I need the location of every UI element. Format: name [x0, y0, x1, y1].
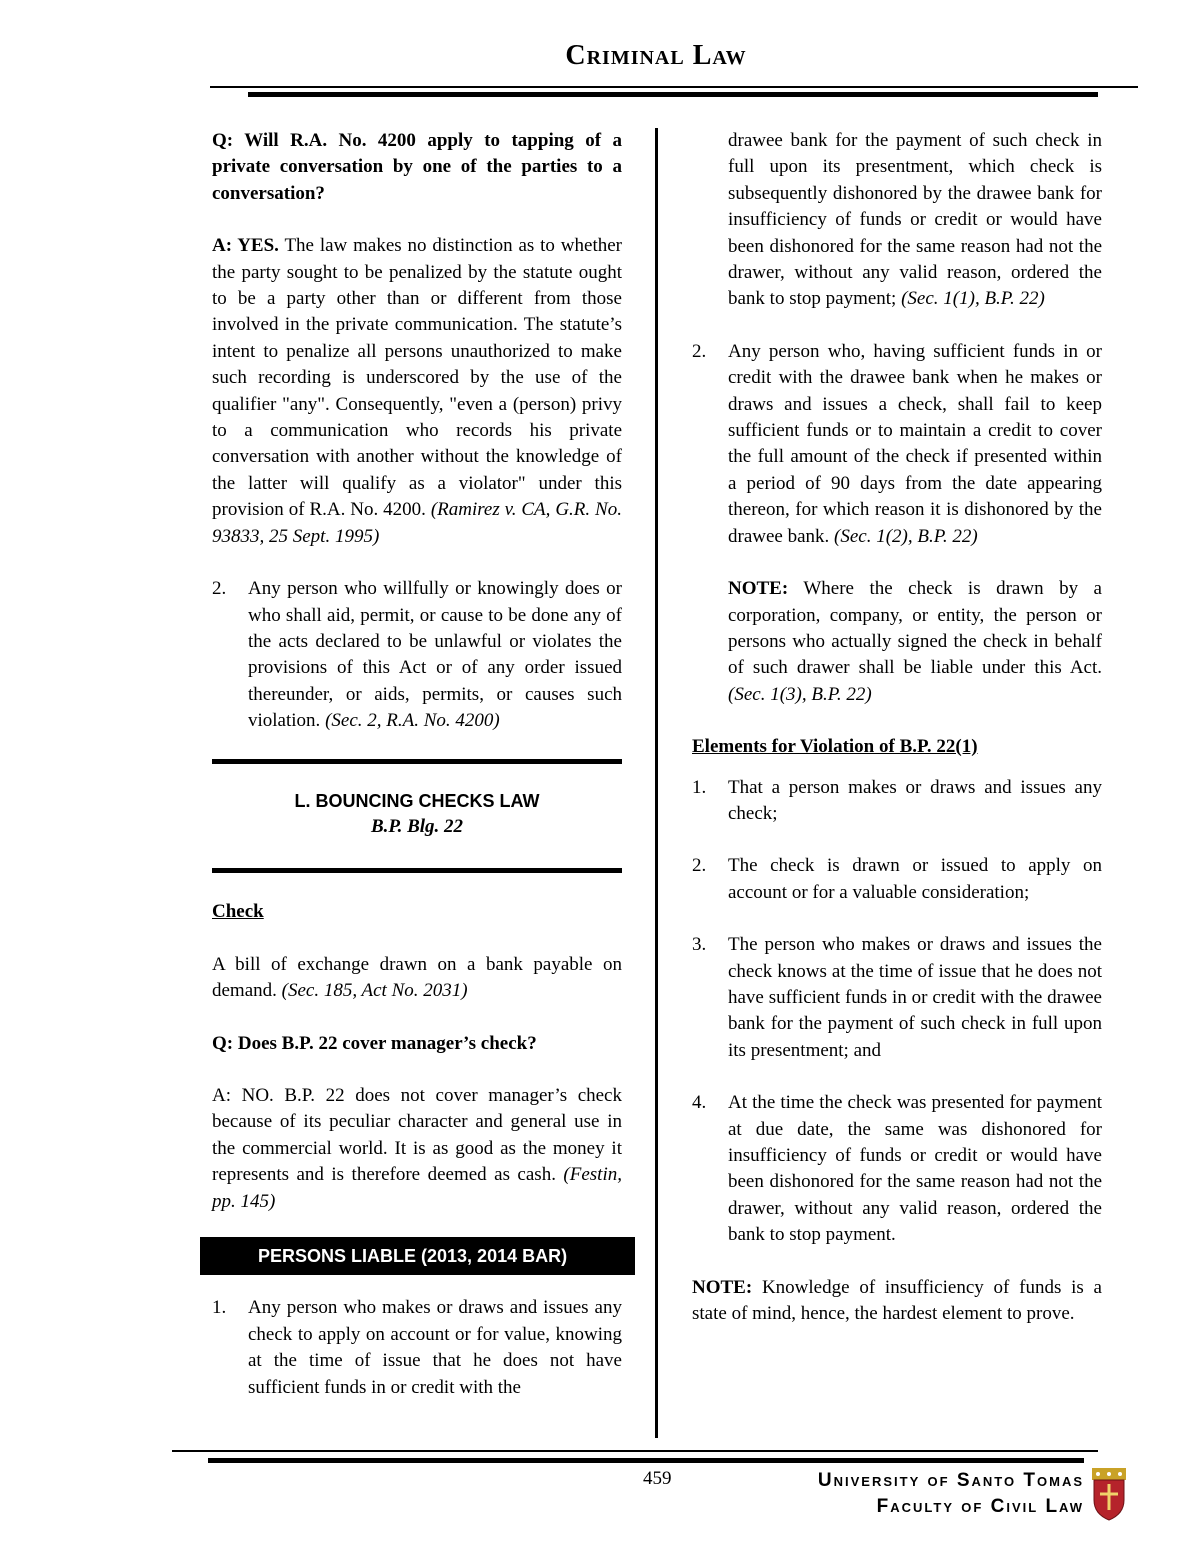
check-heading: Check	[212, 901, 264, 923]
page-header-title: Criminal Law	[565, 40, 747, 71]
footer-school-name	[818, 1468, 1084, 1520]
list-number: 4.	[692, 1092, 707, 1114]
element-item	[692, 1090, 1102, 1248]
list-text: The person who makes or draws and issues the check knows at the time of issue that he does not have sufficient funds in or credit with the drawee bank for the payment of such check in full upon its presentment; and	[728, 934, 1102, 1061]
section-subtitle: B.P. Blg. 22	[370, 815, 464, 837]
answer-managers-check	[212, 1083, 622, 1215]
list-text: Any person who, having sufficient funds in or credit with the drawee bank when he makes or draws and issues a check, shall fail to keep sufficient funds or to maintain a credit to cover the full amount of the check if presented within a period of 90 days from the date appearing thereon, for which reason it is dishonored by the drawee bank.	[728, 340, 1102, 547]
note-text: Where the check is drawn by a corporation, company, or entity, the person or persons who actually signed the check in behalf of such drawer shall be liable under this Act.	[728, 578, 1102, 679]
university-seal-icon	[1088, 1466, 1130, 1522]
list-text: The check is drawn or issued to apply on account or for a valuable consideration;	[728, 855, 1102, 903]
list-number: 2.	[212, 578, 227, 600]
note-label: NOTE:	[692, 1276, 753, 1298]
answer-label: A: YES.	[212, 235, 279, 257]
list-number: 1.	[692, 776, 707, 798]
note-knowledge	[692, 1275, 1102, 1328]
check-definition	[212, 952, 622, 1005]
school-name: University of Santo Tomas	[817, 1470, 1084, 1491]
check-citation: (Sec. 185, Act No. 2031)	[281, 980, 468, 1002]
list-text: That a person makes or draws and issues any check;	[728, 776, 1102, 824]
footer-rule-thick	[208, 1458, 1084, 1463]
continued-citation: (Sec. 1(1), B.P. 22)	[901, 288, 1045, 310]
right-column	[692, 128, 1102, 1327]
answer-managers-citation: (Festin, pp. 145)	[212, 1164, 622, 1212]
answer-ra4200	[212, 233, 622, 550]
header-rule-thin	[210, 86, 1138, 88]
note-corporation	[692, 576, 1102, 708]
answer-text: The law makes no distinction as to whether the party sought to be penalized by the statute ought to be a party other than or different from those involved in the private communication. The statute’s intent to penalize all persons unauthorized to make such recording is underscored by the use of the qualifier "any". Consequently, "even a (person) privy to a communication who records his private conversation with another without the knowledge of the latter will qualify as a violator" under this provision of R.A. No. 4200.	[212, 235, 622, 521]
elements-list	[692, 775, 1102, 1275]
note-label: NOTE:	[728, 578, 789, 600]
list-number: 1.	[212, 1297, 227, 1319]
element-item	[692, 932, 1102, 1064]
column-divider	[655, 128, 658, 1438]
faculty-name: Faculty of Civil Law	[876, 1496, 1084, 1517]
footer-rule-thin	[172, 1450, 1098, 1452]
list-number: 3.	[692, 934, 707, 956]
element-item	[692, 775, 1102, 828]
element-item	[692, 853, 1102, 906]
check-definition-text: A bill of exchange drawn on a bank payable on demand.	[212, 953, 622, 1002]
note-text: Knowledge of insufficiency of funds is a state of mind, hence, the hardest element to prove.	[692, 1276, 1102, 1325]
section-title: L. BOUNCING CHECKS LAW	[294, 790, 540, 811]
list-text: Any person who makes or draws and issues any check to apply on account or for value, knowing at the time of issue that he does not have sufficient funds in or credit with the	[248, 1297, 622, 1398]
header-rule-thick	[248, 92, 1098, 97]
persons-liable-banner: PERSONS LIABLE (2013, 2014 BAR)	[200, 1237, 635, 1275]
list-number: 2.	[692, 855, 707, 877]
left-column	[212, 128, 622, 1401]
page-number: 459	[643, 1468, 672, 1489]
list-item	[212, 1295, 622, 1401]
answer-citation: (Ramirez v. CA, G.R. No. 93833, 25 Sept. 1995)	[212, 499, 622, 547]
note-citation: (Sec. 1(3), B.P. 22)	[728, 683, 872, 705]
question-ra4200: Q: Will R.A. No. 4200 apply to tapping of a private conversation by one of the parties to a conversation?	[212, 130, 622, 204]
list-number: 2.	[692, 340, 707, 362]
list-citation: (Sec. 2, R.A. No. 4200)	[325, 710, 500, 732]
continued-text	[692, 128, 1102, 313]
list-item	[692, 339, 1102, 550]
continued-body: drawee bank for the payment of such check in full upon its presentment, which check is subsequently dishonored by the drawee bank for insufficiency of funds or credit or would have been dishonored for the same reason had not the drawer, without any valid reason, ordered the bank to stop payment;	[728, 130, 1102, 310]
elements-heading: Elements for Violation of B.P. 22(1)	[692, 736, 978, 758]
question-managers-check: Q: Does B.P. 22 cover manager’s check?	[212, 1032, 537, 1054]
list-citation: (Sec. 1(2), B.P. 22)	[834, 525, 978, 547]
answer-managers-text: A: NO. B.P. 22 does not cover manager’s check because of its peculiar character and general use in the commercial world. It is as good as the money it represents and is therefore deemed as cash.	[212, 1084, 622, 1186]
list-text: At the time the check was presented for payment at due date, the same was dishonored for insufficiency of funds or credit or would have been dishonored for the same reason had not the drawer, without any valid reason, ordered the bank to stop payment.	[728, 1092, 1102, 1246]
list-text: Any person who willfully or knowingly does or who shall aid, permit, or cause to be done any of the acts declared to be unlawful or violates the provisions of this Act or of any order issued thereunder, or aids, permits, or causes such violation.	[248, 578, 622, 732]
list-item	[212, 576, 622, 734]
